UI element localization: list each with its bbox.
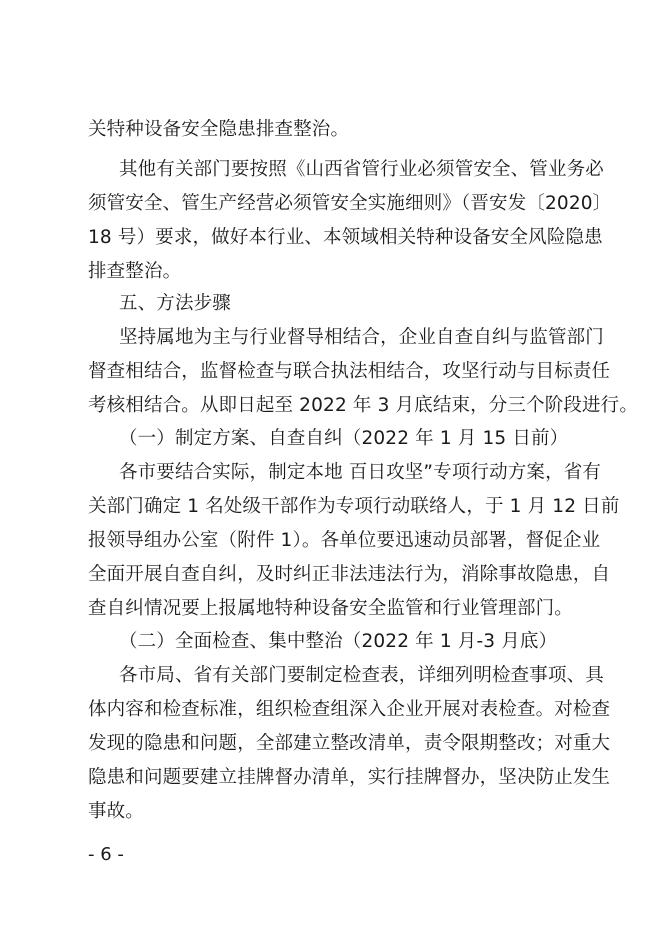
text-line: 坚持属地为主与行业督导相结合，企业自查自纠与监管部门 [119,327,604,348]
paragraph-phase-two [88,659,610,829]
text-line: 隐患和问题要建立挂牌督办清单，实行挂牌督办，坚决防止发生 [88,767,611,788]
paragraph-other-departments [88,153,611,289]
text-line: 事故。 [88,801,144,822]
text-line: 排查整治。 [88,261,182,282]
text-line: 各市局、省有关部门要制定检查表，详细列明检查事项、具 [119,665,604,686]
subheading-phase-two [119,625,557,659]
text-line: 五、方法步骤 [119,293,231,314]
paragraph-continuation [88,113,349,147]
text-line: 全面开展自查自纠，及时纠正非法违法行为，消除事故隐患，自 [88,564,611,585]
section-heading-methods [119,287,231,321]
subheading-phase-one [119,422,568,456]
paragraph-phase-one [88,456,619,626]
text-line: 18 号）要求，做好本行业、本领域相关特种设备安全风险隐患 [88,227,603,248]
paragraph-principles [88,321,638,423]
text-line: 关特种设备安全隐患排查整治。 [88,119,350,140]
text-line: 发现的隐患和问题，全部建立整改清单，责令限期整改；对重大 [88,733,611,754]
text-line: 关部门确定 1 名处级干部作为专项行动联络人，于 1 月 12 日前 [88,496,620,517]
text-line: 查自纠情况要上报属地特种设备安全监管和行业管理部门。 [88,598,573,619]
page-number: - 6 - [88,844,124,865]
text-line: 督查相结合，监督检查与联合执法相结合，攻坚行动与目标责任 [88,361,611,382]
text-line: （二）全面检查、集中整治（2022 年 1 月-3 月底） [119,631,558,652]
text-line: （一）制定方案、自查自纠（2022 年 1 月 15 日前） [119,428,569,449]
text-line: 各市要结合实际，制定本地 百日攻坚”专项行动方案，省有 [119,462,602,483]
text-line: 须管安全、管生产经营必须管安全实施细则》（晋安发〔2020〕 [88,193,612,214]
text-line: 报领导组办公室（附件 1）。各单位要迅速动员部署，督促企业 [88,530,601,551]
text-line: 考核相结合。从即日起至 2022 年 3 月底结束，分三个阶段进行。 [88,395,638,416]
text-line: 其他有关部门要按照《山西省管行业必须管安全、管业务必 [119,159,604,180]
text-line: 体内容和检查标准，组织检查组深入企业开展对表检查。对检查 [88,699,611,720]
